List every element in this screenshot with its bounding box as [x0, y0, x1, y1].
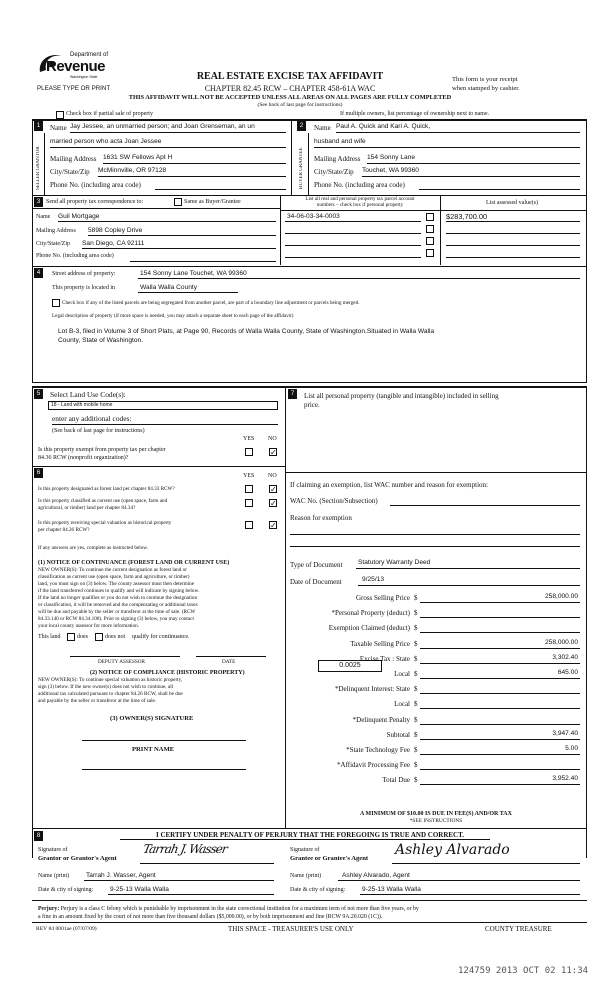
notice-continuance-line-6: or classification, it will be removed and the compensating or additional taxes [38, 602, 198, 608]
located-in-value: Walla Walla County [140, 284, 198, 291]
seller-city-label: City/State/Zip [50, 168, 90, 176]
buyer-name-value-2: husband and wife [314, 138, 366, 145]
tax-address-value: 5898 Copley Drive [88, 227, 143, 234]
calc-row-value[interactable]: 3,302.40 [552, 653, 578, 661]
calc-row-line [420, 754, 580, 755]
local-rate-value: 0.0025 [339, 662, 361, 669]
calc-row-dollar: $ [414, 624, 418, 633]
notice-compliance-line-1: NEW OWNER(S): To continue special valuation as historic property, [38, 677, 183, 683]
land-use-no-header: NO [268, 436, 277, 442]
historic-yes-checkbox[interactable] [245, 521, 253, 529]
calc-row-line [420, 693, 580, 694]
notice-continuance-line-5: If the land no longer qualifies or you do not wish to continue the designation [38, 595, 198, 601]
grantor-name-value: Tarrah J. Wasser, Agent [86, 872, 156, 879]
partial-sale-label: Check box if partial sale of property [66, 111, 153, 117]
calc-row-line [420, 784, 580, 785]
parcel-2-personal-checkbox[interactable] [426, 225, 434, 233]
notice-continuance-line-7: will be due and payable by the seller or transferor at the time of sale. (RCW [38, 609, 196, 615]
notice-continuance-line-9: your local county assessor for more information. [38, 623, 139, 629]
land-use-see-back: (See back of last page for instructions) [52, 428, 145, 434]
calc-row-dollar: $ [414, 639, 418, 648]
additional-codes-label: enter any additional codes: [52, 414, 132, 423]
current-use-yes-checkbox[interactable] [245, 499, 253, 507]
located-in-label: This property is located in [52, 285, 115, 291]
calc-row-value[interactable]: 3,952.40 [552, 775, 578, 783]
grantor-name-label: Name (print) [38, 873, 70, 879]
exemption-reason-label: Reason for exemption [290, 514, 352, 522]
forest-no-checkbox-checked[interactable]: ✓ [270, 485, 277, 494]
calc-row-value[interactable]: 5.00 [565, 745, 578, 752]
parcel-3-personal-checkbox[interactable] [426, 237, 434, 245]
this-land-label: This land [38, 634, 61, 640]
current-use-no-checkbox-checked[interactable]: ✓ [270, 499, 277, 508]
calc-row-line [420, 602, 580, 603]
calc-row-label: Taxable Selling Price [350, 639, 410, 648]
buyer-side-label: BUYER GRANTEE [299, 147, 304, 189]
land-use-code-field[interactable] [48, 401, 278, 410]
calc-row-line [420, 663, 580, 664]
buyer-name-value: Paul A. Quick and Kari A. Quick, [336, 123, 431, 130]
grantor-signature-label-1: Signature of [38, 847, 68, 853]
calc-row-dollar: $ [414, 594, 418, 602]
historic-question-1: Is this property receiving special valuation as historical property [38, 520, 172, 526]
calc-row-label: Gross Selling Price [355, 594, 410, 602]
grantee-name-label: Name (print) [290, 873, 322, 879]
receipt-stamp: 124759 2013 OCT 02 11:34 [458, 966, 589, 976]
land-use-heading: Select Land Use Code(s): [50, 390, 126, 399]
land-does-checkbox[interactable] [67, 633, 75, 641]
calc-row-value[interactable]: 3,947.40 [552, 729, 578, 737]
calc-row-label: Exemption Claimed (deduct) [328, 624, 410, 633]
calc-row-label: *State Technology Fee [346, 746, 410, 754]
buyer-address-value: 154 Sonny Lane [367, 154, 416, 161]
designation-yes-header: YES [243, 473, 255, 479]
calc-row-line [420, 708, 580, 709]
calc-row-line [420, 648, 580, 649]
calc-row-value[interactable]: 258,000.00 [544, 638, 578, 646]
notice-continuance-line-4: if the land transferred continues to qualify and will indicate by signing below. [38, 588, 200, 594]
deputy-assessor-label: DEPUTY ASSESSOR [98, 659, 145, 665]
legal-description-line-1: Lot B-3, filed in Volume 3 of Short Plats, at Page 90, Records of Walla Walla County, State of Washington.Situated in Walla Walla [58, 328, 435, 335]
seller-name-value: Jay Jessee, an unmarried person; and Joan Grenseman, an un [70, 123, 255, 130]
parcel-4-personal-checkbox[interactable] [426, 249, 434, 257]
land-does-not-label: does not [105, 634, 126, 640]
section-2-badge: 2 [297, 121, 306, 131]
buyer-city-label: City/State/Zip [314, 168, 354, 176]
personal-property-line-1: List all personal property (tangible and intangible) included in selling [304, 392, 499, 400]
grantor-signature-label-2: Grantor or Grantor's Agent [38, 855, 117, 862]
calc-row-line [420, 617, 580, 618]
tax-correspondence-heading: Send all property tax correspondence to: [46, 199, 144, 205]
perjury-text-1: Perjury is a class C felony which is punishable by imprisonment in the state correctional institution for a maximum term of not more than five years, or by [60, 906, 419, 912]
land-does-not-checkbox[interactable] [95, 633, 103, 641]
section-8-badge: 8 [34, 831, 43, 841]
buyer-name-label: Name [314, 124, 331, 132]
seller-name-label: Name [50, 124, 67, 132]
form-number: REV 84 0001ae (07/07/09) [36, 926, 97, 932]
current-use-question-1: Is this property classified as current use (open space, farm and [38, 498, 168, 504]
grantee-signature-label-1: Signature of [290, 847, 320, 853]
seller-name-value-2: married person who acta Joan Jessee [50, 138, 162, 145]
segregated-label: Check box if any of the listed parcels are being segregated from another parcel, are part of a boundary line adjustment or parcels being merged. [62, 300, 360, 306]
dor-logo [36, 50, 118, 82]
document-date-label: Date of Document [290, 578, 342, 586]
calc-row-value[interactable]: 258,000.00 [544, 593, 578, 600]
notice-continuance-line-1: NEW OWNER(S): To continue the current designation as forest land or [38, 567, 187, 573]
grantee-name-value: Ashley Alvarado, Agent [342, 872, 410, 879]
calc-row-label: *Affidavit Processing Fee [337, 761, 410, 770]
buyer-phone-label: Phone No. (including area code) [314, 181, 405, 189]
calc-row-value[interactable]: 645.00 [557, 669, 578, 676]
historic-question-2: per chapter 84.26 RCW? [38, 527, 90, 533]
form-notice: THIS AFFIDAVIT WILL NOT BE ACCEPTED UNLESS ALL AREAS ON ALL PAGES ARE FULLY COMPLETED [128, 94, 452, 101]
notice-compliance-title: (2) NOTICE OF COMPLIANCE (HISTORIC PROPERTY) [90, 670, 245, 676]
legal-description-label: Legal description of property (if more space is needed, you may attach a separate sheet to each page of the affidavit) [52, 313, 294, 319]
seller-address-label: Mailing Address [50, 155, 97, 163]
form-title: REAL ESTATE EXCISE TAX AFFIDAVIT [196, 71, 384, 82]
forest-land-question: Is this property designated as forest land per chapter 84.33 RCW? [38, 486, 175, 492]
street-address-label: Street address of property: [52, 271, 116, 277]
tax-name-label: Name [36, 214, 51, 220]
calc-row-label: *Personal Property (deduct) [331, 609, 410, 618]
section-1-badge: 1 [34, 121, 43, 131]
local-rate-field[interactable] [318, 660, 382, 672]
certify-heading: I CERTIFY UNDER PENALTY OF PERJURY THAT THE FOREGOING IS TRUE AND CORRECT. [155, 831, 464, 839]
tax-name-value: Guil Mortgage [58, 213, 100, 220]
land-does-label: does [77, 634, 88, 640]
nonprofit-question-1: Is this property exempt from property tax per chapter [38, 447, 166, 453]
personal-property-line-2: price. [304, 401, 320, 409]
nonprofit-no-checkbox-checked[interactable]: ✓ [270, 448, 277, 457]
form-chapter: CHAPTER 82.45 RCW – CHAPTER 458-61A WAC [204, 84, 376, 93]
grantee-date-value: 9-25-13 Walla Walla [362, 886, 421, 893]
tax-address-label: Mailing Address [36, 228, 76, 234]
section-3-badge: 3 [34, 197, 43, 207]
calc-row-dollar: $ [414, 700, 418, 709]
legal-description-line-2: County, State of Washington. [58, 337, 144, 344]
parcel-number-value: 34-06-03-34-0003 [287, 213, 340, 220]
owner-signature-label: (3) OWNER(S) SIGNATURE [110, 715, 194, 722]
calc-row-line [420, 678, 580, 679]
grantor-date-label: Date & city of signing: [38, 887, 94, 893]
wac-number-label: WAC No. (Section/Subsection) [290, 497, 378, 505]
receipt-note-1: This form is your receipt [452, 76, 518, 83]
treasurer-space-label: THIS SPACE - TREASURER'S USE ONLY [228, 925, 354, 933]
calc-row-label: *Delinquent Penalty [352, 715, 410, 724]
assessed-value: $283,700.00 [446, 212, 488, 221]
exemption-claim-label: If claiming an exemption, list WAC number and reason for exemption: [290, 481, 488, 489]
assessed-heading: List assessed value(s) [486, 200, 538, 206]
nonprofit-question-2: 84.36 RCW (nonprofit organization)? [38, 455, 129, 461]
partial-sale-checkbox[interactable] [56, 111, 64, 119]
calc-row-label: *Delinquent Interest: State [334, 685, 410, 694]
notice-continuance-line-8: 84.33.140 or RCW 84.34.108). Prior to signing (3) below, you may contact [38, 616, 194, 622]
type-or-print: PLEASE TYPE OR PRINT [37, 85, 111, 92]
calc-row-dollar: $ [414, 730, 418, 739]
land-use-yes-header: YES [243, 436, 255, 442]
notice-compliance-line-3: additional tax calculated pursuant to chapter 84.26 RCW, shall be due [38, 691, 183, 697]
street-address-value: 154 Sonny Lane Touchet, WA 99360 [140, 270, 247, 277]
seller-address-value: 1631 SW Fellows Apt H [103, 154, 173, 161]
section-6-badge: 6 [34, 468, 43, 478]
see-back-instructions: (See back of last page for instructions) [257, 102, 343, 108]
land-use-code-value: 18 - Land with mobile home [51, 402, 113, 408]
perjury-notice [38, 906, 586, 913]
calc-row-dollar: $ [414, 761, 418, 770]
notice-continuance-line-2: classification as current use (open space, farm and agriculture, or timber) [38, 574, 190, 580]
parcel-heading-1: List all real and personal property tax parcel account [305, 196, 415, 202]
grantor-signature: Tarrah J. Wasser [141, 842, 228, 856]
minimum-fee-note: A MINIMUM OF $10.00 IS DUE IN FEE(S) AND/OR TAX [360, 811, 512, 817]
current-use-question-2: agricultural, or timber) land per chapter 84.34? [38, 505, 136, 511]
multiple-owners-note: If multiple owners, list percentage of ownership next to name. [340, 111, 490, 117]
calc-row-dollar: $ [414, 609, 418, 618]
notice-continuance-line-3: land, you must sign on (3) below. The county assessor must then determine [38, 581, 195, 587]
buyer-address-label: Mailing Address [314, 155, 361, 163]
document-date-value: 9/25/13 [362, 576, 384, 583]
county-treasurer-label: COUNTY TREASURE [485, 925, 552, 933]
if-yes-instruction: If any answers are yes, complete as instructed below. [38, 545, 149, 551]
parcel-heading-2: numbers – check box if personal property [316, 202, 404, 208]
notice-compliance-line-2: sign (3) below. If the new owner(s) does not wish to continue, all [38, 684, 174, 690]
calc-row-dollar: $ [414, 670, 418, 678]
calc-row-line [420, 724, 580, 725]
same-as-buyer-checkbox[interactable] [174, 198, 182, 206]
section-7-badge: 7 [288, 389, 297, 399]
tax-city-value: San Diego, CA 92111 [82, 240, 145, 247]
grantee-signature-label-2: Grantee or Grantee's Agent [290, 855, 369, 862]
document-type-value: Statutory Warranty Deed [358, 559, 431, 566]
calc-row-label: Subtotal [386, 730, 410, 739]
section-4-badge: 4 [34, 268, 43, 278]
forest-yes-checkbox[interactable] [245, 485, 253, 493]
section-5-badge: 5 [34, 389, 43, 399]
perjury-label: Perjury: [38, 906, 60, 912]
calc-row-dollar: $ [414, 685, 418, 694]
nonprofit-yes-checkbox[interactable] [245, 448, 253, 456]
logo-department: Department of [70, 52, 109, 58]
calc-row-dollar: $ [414, 776, 418, 785]
calc-row-label: Local [394, 670, 410, 678]
seller-city-value: McMinnville, OR 97128 [98, 167, 167, 174]
tax-city-label: City/State/Zip [36, 241, 70, 247]
tax-phone-label: Phone No. (including area code) [36, 253, 114, 259]
calc-row-line [420, 769, 580, 770]
grantor-date-value: 9-25-13 Walla Walla [110, 886, 169, 893]
calc-row-dollar: $ [414, 715, 418, 724]
seller-side-label: SELLER GRANTOR [36, 146, 41, 190]
assessor-date-label: DATE [222, 659, 236, 665]
qualify-label: qualify for continuance. [132, 634, 190, 640]
historic-no-checkbox-checked[interactable]: ✓ [270, 521, 277, 530]
notice-compliance-line-4: and payable by the seller or transferor at the time of sale. [38, 698, 157, 704]
calc-row-line [420, 739, 580, 740]
document-type-label: Type of Document [290, 561, 343, 569]
receipt-note-2: when stamped by cashier. [452, 85, 520, 92]
perjury-text-2: a fine in an amount fixed by the court of not more than five thousand dollars ($5,000.00), or by both imprisonment and fine (RCW 9A.20.020 (1C)). [38, 914, 383, 920]
buyer-city-value: Touchet, WA 99360 [362, 167, 419, 174]
calc-row-line [420, 632, 580, 633]
seller-phone-label: Phone No. (including area code) [50, 181, 141, 189]
notice-continuance-title: (1) NOTICE OF CONTINUANCE (FOREST LAND OR CURRENT USE) [38, 560, 230, 566]
grantee-date-label: Date & city of signing: [290, 887, 346, 893]
logo-revenue: Revenue [46, 58, 106, 75]
print-name-label: PRINT NAME [132, 746, 175, 753]
same-as-buyer-label: Same as Buyer/Grantee [184, 199, 241, 205]
calc-row-label: Local [394, 700, 410, 709]
segregated-checkbox[interactable] [52, 299, 60, 307]
grantee-signature: Ashley Alvarado [395, 842, 510, 858]
logo-state: Washington State [70, 75, 98, 79]
designation-no-header: NO [268, 473, 277, 479]
calc-row-dollar: $ [414, 746, 418, 754]
calc-row-dollar: $ [414, 654, 418, 663]
see-instructions-note: *SEE INSTRUCTIONS [409, 818, 463, 824]
parcel-1-personal-checkbox[interactable] [426, 213, 434, 221]
calc-row-label: Total Due [382, 776, 410, 785]
calc-row-label: Excise Tax : State [359, 654, 410, 663]
